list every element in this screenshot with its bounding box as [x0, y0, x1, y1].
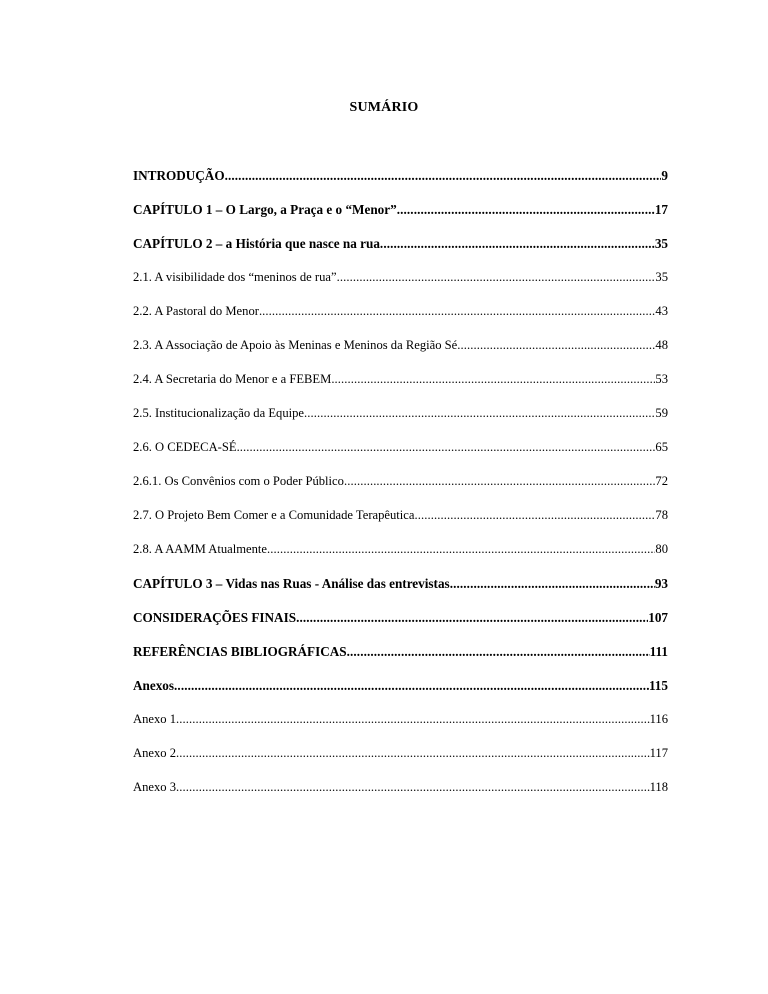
- toc-entry-page-number: 17: [654, 202, 668, 217]
- toc-dot-leader: [237, 440, 656, 455]
- toc-dot-leader: [337, 270, 656, 285]
- toc-entry-label: CAPÍTULO 3 – Vidas nas Ruas - Análise das entrevistas: [133, 576, 450, 591]
- toc-entry-label: REFERÊNCIAS BIBLIOGRÁFICAS: [133, 644, 347, 659]
- toc-entry-label: CAPÍTULO 2 – a História que nasce na rua: [133, 236, 380, 251]
- toc-entry-label: 2.4. A Secretaria do Menor e a FEBEM: [133, 372, 332, 386]
- toc-entry-label: Anexo 1: [133, 712, 177, 726]
- toc-entry-page-number: 9: [661, 168, 668, 183]
- toc-entry: [133, 474, 668, 494]
- toc-entry-page-number: 59: [655, 406, 668, 420]
- toc-entry-page-number: 118: [649, 780, 668, 794]
- toc-dot-leader: [397, 202, 655, 218]
- toc-entry: [133, 168, 668, 188]
- toc-dot-leader: [296, 610, 648, 626]
- toc-entry: [133, 542, 668, 562]
- toc-dot-leader: [267, 542, 655, 557]
- toc-dot-leader: [457, 338, 655, 353]
- toc-entry-label: CONSIDERAÇÕES FINAIS: [133, 610, 297, 625]
- toc-dot-leader: [176, 712, 650, 727]
- toc-entry-page-number: 48: [655, 338, 668, 352]
- toc-entry: [133, 780, 668, 800]
- toc-entry-label: 2.6. O CEDECA-SÉ: [133, 440, 237, 454]
- toc-entry: [133, 338, 668, 358]
- toc-entry-label: 2.8. A AAMM Atualmente: [133, 542, 267, 556]
- toc-entry: [133, 440, 668, 460]
- toc-entry-label: 2.6.1. Os Convênios com o Poder Público: [133, 474, 344, 488]
- toc-dot-leader: [347, 644, 650, 660]
- toc-dot-leader: [304, 406, 655, 421]
- page-title: SUMÁRIO: [349, 100, 419, 115]
- toc-entry: [133, 202, 668, 222]
- toc-dot-leader: [344, 474, 655, 489]
- toc-dot-leader: [176, 780, 650, 795]
- toc-entry-page-number: 111: [649, 644, 668, 659]
- toc-entry: [133, 644, 668, 664]
- toc-entry-label: Anexos: [133, 678, 175, 693]
- toc-dot-leader: [259, 304, 655, 319]
- toc-dot-leader: [414, 508, 655, 523]
- toc-entry: [133, 610, 668, 630]
- toc-entry-page-number: 115: [648, 678, 668, 693]
- toc-entry-label: Anexo 2: [133, 746, 177, 760]
- toc-entry: [133, 746, 668, 766]
- toc-entry-label: 2.2. A Pastoral do Menor: [133, 304, 259, 318]
- toc-dot-leader: [225, 168, 662, 184]
- toc-entry: [133, 236, 668, 256]
- toc-entry-label: 2.5. Institucionalização da Equipe: [133, 406, 305, 420]
- toc-dot-leader: [450, 576, 655, 592]
- toc-entry-label: 2.7. O Projeto Bem Comer e a Comunidade Terapêutica: [133, 508, 415, 522]
- toc-entry-label: CAPÍTULO 1 – O Largo, a Praça e o “Menor”: [133, 202, 397, 217]
- toc-entry: [133, 508, 668, 528]
- toc-entry: [133, 576, 668, 596]
- toc-entry: [133, 372, 668, 392]
- toc-entry-label: 2.1. A visibilidade dos “meninos de rua”: [133, 270, 337, 284]
- toc-dot-leader: [174, 678, 649, 694]
- toc-entry: [133, 406, 668, 426]
- toc-entry-page-number: 80: [655, 542, 668, 556]
- table-of-contents: [133, 168, 668, 814]
- toc-entry: [133, 712, 668, 732]
- toc-entry-page-number: 72: [655, 474, 668, 488]
- toc-dot-leader: [331, 372, 655, 387]
- toc-entry-page-number: 107: [648, 610, 668, 625]
- toc-entry-label: 2.3. A Associação de Apoio às Meninas e Meninos da Região Sé: [133, 338, 458, 352]
- toc-entry-page-number: 43: [655, 304, 668, 318]
- toc-entry-page-number: 93: [654, 576, 668, 591]
- toc-entry-page-number: 116: [649, 712, 668, 726]
- toc-entry-page-number: 65: [655, 440, 668, 454]
- toc-dot-leader: [380, 236, 655, 252]
- toc-dot-leader: [176, 746, 650, 761]
- toc-entry-page-number: 53: [655, 372, 668, 386]
- toc-entry-page-number: 35: [655, 270, 668, 284]
- toc-entry-label: Anexo 3: [133, 780, 177, 794]
- toc-entry: [133, 304, 668, 324]
- toc-entry-page-number: 117: [649, 746, 668, 760]
- toc-entry: [133, 270, 668, 290]
- toc-entry: [133, 678, 668, 698]
- toc-entry-page-number: 35: [654, 236, 668, 251]
- toc-entry-label: INTRODUÇÃO: [133, 168, 225, 183]
- toc-entry-page-number: 78: [655, 508, 668, 522]
